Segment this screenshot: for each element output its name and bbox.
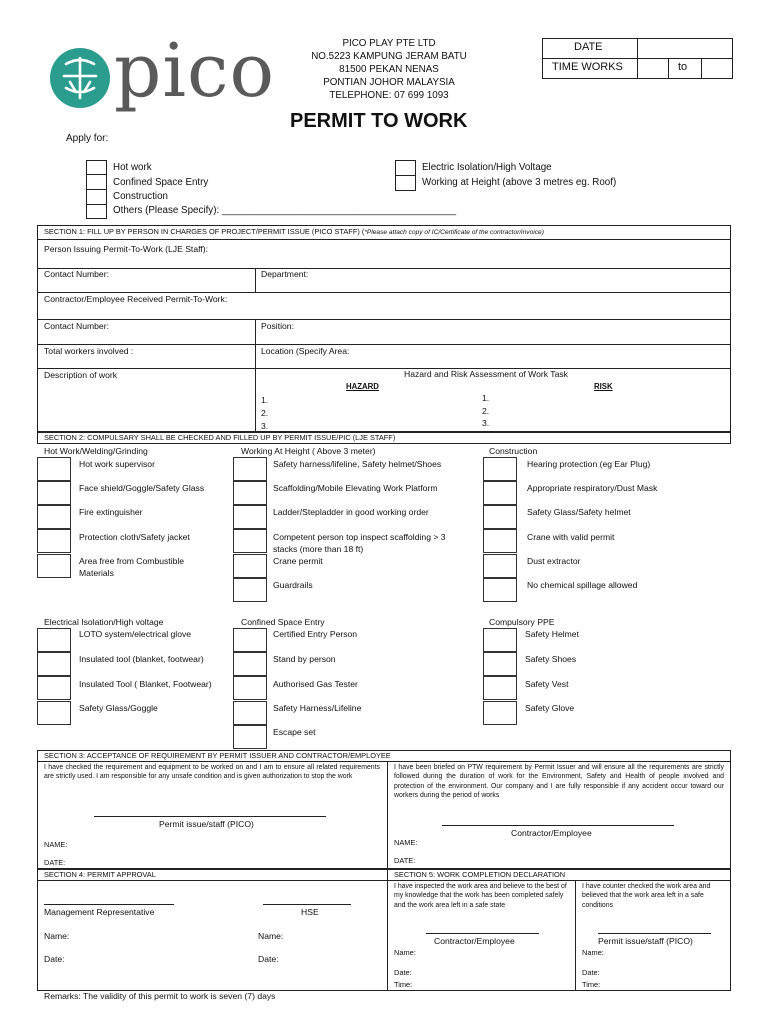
hot-work-title: Hot Work/Welding/Grinding — [44, 446, 148, 456]
confined-item-3: Authorised Gas Tester — [273, 679, 358, 689]
apply-others: Others (Please Specify): ___________________________________________ — [113, 205, 457, 216]
construction-item-2: Appropriate respiratory/Dust Mask — [527, 483, 658, 493]
mgmt-date-label: Date: — [44, 954, 65, 964]
hot-work-item-1: Hot work supervisor — [79, 459, 155, 469]
contractor-label: Contractor/Employee Received Permit-To-Work: — [44, 294, 228, 304]
section-3-right-name: NAME: — [394, 838, 418, 847]
checkbox-guardrails[interactable] — [233, 578, 267, 602]
section-5-right-time: Time: — [582, 980, 601, 989]
checkbox-crane-valid[interactable] — [483, 529, 517, 553]
height-item-3: Ladder/Stepladder in good working order — [273, 507, 429, 517]
date-field[interactable] — [638, 39, 732, 58]
section-5-heading: SECTION 5: WORK COMPLETION DECLARATION — [394, 870, 566, 879]
checkbox-hot-work-supervisor[interactable] — [37, 457, 71, 481]
checkbox-construction[interactable] — [87, 190, 106, 204]
confined-title: Confined Space Entry — [241, 617, 325, 627]
apply-hot-work: Hot work — [113, 162, 152, 173]
mgmt-name-label: Name: — [44, 931, 70, 941]
checkbox-area-free[interactable] — [37, 554, 71, 578]
section-1-heading-note: *Please attach copy of IC/Certificate of the contractor/invoice) — [364, 229, 544, 236]
hazard-label: HAZARD — [346, 382, 379, 391]
height-item-5: Crane permit — [273, 556, 323, 566]
logo-text: pico — [114, 28, 276, 114]
section-5-right-date: Date: — [582, 968, 600, 977]
apply-working-at-height: Working at Height (above 3 metres eg. Roof) — [422, 177, 617, 188]
height-item-1: Safety harness/lifeline, Safety helmet/Shoes — [273, 459, 442, 469]
hse-date-label: Date: — [258, 954, 279, 964]
risk-number-1: 1. — [482, 393, 490, 403]
checkbox-scaffolding[interactable] — [233, 481, 267, 505]
page-title: PERMIT TO WORK — [290, 110, 468, 132]
checkbox-safety-goggle[interactable] — [37, 701, 71, 725]
total-workers-label: Total workers involved : — [44, 346, 134, 356]
construction-item-1: Hearing protection (eg Ear Plug) — [527, 459, 651, 469]
hse-name-label: Name: — [258, 931, 284, 941]
section-3-heading: SECTION 3: ACCEPTANCE OF REQUIREMENT BY PERMIT ISSUER AND CONTRACTOR/EMPLOYEE — [44, 751, 391, 760]
checkbox-confined-space[interactable] — [87, 175, 106, 189]
company-name: PICO PLAY PTE LTD — [342, 38, 436, 49]
construction-item-6: No chemical spillage allowed — [527, 580, 638, 590]
checkbox-insulated-tool-1[interactable] — [37, 652, 71, 676]
checkbox-loto[interactable] — [37, 628, 71, 652]
checkbox-ladder[interactable] — [233, 505, 267, 529]
risk-label: RISK — [594, 382, 613, 391]
ppe-item-1: Safety Helmet — [525, 629, 579, 639]
checkbox-safety-helmet[interactable] — [483, 628, 517, 652]
company-telephone: TELEPHONE: 07 699 1093 — [329, 90, 449, 101]
checkbox-protection-cloth[interactable] — [37, 529, 71, 553]
hot-work-item-2: Face shield/Goggle/Safety Glass — [79, 483, 205, 493]
confined-item-1: Certified Entry Person — [273, 629, 358, 639]
checkbox-fire-extinguisher[interactable] — [37, 505, 71, 529]
apply-confined-space: Confined Space Entry — [113, 177, 209, 188]
section-5-left-date: Date: — [394, 968, 412, 977]
contact-number-label-2: Contact Number: — [44, 321, 109, 331]
position-label: Position: — [261, 321, 294, 331]
electrical-title: Electrical Isolation/High voltage — [44, 617, 164, 627]
electrical-item-4: Safety Glass/Goggle — [79, 703, 158, 713]
checkbox-standby-person[interactable] — [233, 652, 267, 676]
checkbox-certified-entry[interactable] — [233, 628, 267, 652]
contractor-signature-label: Contractor/Employee — [511, 828, 592, 838]
hot-work-item-3: Fire extinguisher — [79, 507, 143, 517]
section-3-contractor-text: I have been briefed on PTW requirement by Permit Issuer and will ensure all the requirements are strictly followed during the duration of work for the Environment, Safety and Health of people involved and protection of the environment. Our company and I are fully responsible if any accident occur toward our workers during the period of works — [394, 764, 724, 799]
section-5-right-name: Name: — [582, 948, 604, 957]
confined-item-5: Escape set — [273, 727, 316, 737]
management-rep-label: Management Representative — [44, 907, 155, 917]
section-3-issuer-text: I have checked the requirement and equipment to be worked on and I am to ensure all related requirements are strictly used. I am responsible for any unsafe condition and is given authorization to stop the work — [44, 764, 380, 781]
section-5-left-text: I have inspected the work area and believe to the best of my knowledge that the work has been completed safely and the work area left in a safe state — [394, 883, 567, 909]
checkbox-safety-glass-helmet[interactable] — [483, 505, 517, 529]
apply-for-label: Apply for: — [66, 133, 109, 144]
hazard-risk-heading: Hazard and Risk Assessment of Work Task — [404, 369, 568, 379]
checkbox-competent-person[interactable] — [233, 529, 267, 553]
hazard-number-2: 2. — [261, 408, 269, 418]
checkbox-working-at-height[interactable] — [396, 176, 415, 190]
company-address-1: NO.5223 KAMPUNG JERAM BATU — [311, 51, 467, 62]
time-works-label: TIME WORKS — [552, 61, 623, 73]
hot-work-item-5b: Materials — [79, 568, 114, 578]
section-3-left-name: NAME: — [44, 840, 68, 849]
hse-label: HSE — [301, 907, 319, 917]
checkbox-safety-glove[interactable] — [483, 701, 517, 725]
company-address-2: 81500 PEKAN NENAS — [339, 64, 439, 75]
section-5-right-text: I have counter checked the work area and believed that the work area left in a safe conditions — [582, 883, 711, 909]
contact-number-label-1: Contact Number: — [44, 269, 109, 279]
checkbox-hearing-protection[interactable] — [483, 457, 517, 481]
construction-item-4: Crane with valid permit — [527, 532, 615, 542]
department-label: Department: — [261, 269, 309, 279]
ppe-title: Compulsory PPE — [489, 617, 555, 627]
construction-item-5: Dust extractor — [527, 556, 581, 566]
location-label: Location (Specify Area: — [261, 346, 350, 356]
checkbox-safety-harness[interactable] — [233, 457, 267, 481]
company-info — [296, 37, 482, 102]
time-to-field[interactable] — [702, 59, 732, 78]
section-1-heading — [44, 227, 544, 237]
checkbox-face-shield[interactable] — [37, 481, 71, 505]
company-address-3: PONTIAN JOHOR MALAYSIA — [323, 77, 455, 88]
hot-work-item-4: Protection cloth/Safety jacket — [79, 532, 190, 542]
remarks: Remarks: The validity of this permit to work is seven (7) days — [44, 991, 276, 1001]
checkbox-safety-shoes[interactable] — [483, 652, 517, 676]
risk-number-3: 3. — [482, 418, 490, 428]
checkbox-harness-lifeline[interactable] — [233, 701, 267, 725]
hot-work-item-5: Area free from Combustible — [79, 556, 185, 566]
hazard-number-1: 1. — [261, 395, 269, 405]
electrical-item-3: Insulated Tool ( Blanket, Footwear) — [79, 679, 212, 689]
to-label: to — [678, 61, 688, 73]
confined-item-4: Safety Harness/Lifeline — [273, 703, 362, 713]
checkbox-respiratory[interactable] — [483, 481, 517, 505]
checkbox-others[interactable] — [87, 205, 106, 218]
working-height-title: Working At Height ( Above 3 meter) — [241, 446, 376, 456]
description-label: Description of work — [44, 370, 118, 380]
section-2-heading: SECTION 2: COMPULSARY SHALL BE CHECKED AND FILLED UP BY PERMIT ISSUE/PIC (LJE STAFF) — [44, 433, 396, 442]
checkbox-dust-extractor[interactable] — [483, 554, 517, 578]
issuing-person-label: Person Issuing Permit-To-Work (LJE Staff): — [44, 244, 208, 254]
checkbox-gas-tester[interactable] — [233, 676, 267, 700]
issuing-person-field[interactable] — [250, 241, 728, 267]
height-item-6: Guardrails — [273, 580, 313, 590]
ppe-item-2: Safety Shoes — [525, 654, 577, 664]
apply-electric-isolation: Electric Isolation/High Voltage — [422, 162, 552, 173]
section-5-left-name: Name: — [394, 948, 416, 957]
section-3-left-date: DATE: — [44, 858, 66, 867]
ppe-item-3: Safety Vest — [525, 679, 569, 689]
checkbox-electric-isolation[interactable] — [396, 161, 415, 174]
checkbox-crane-permit[interactable] — [233, 554, 267, 578]
section-1-heading-main: SECTION 1: FILL UP BY PERSON IN CHARGES OF PROJECT/PERMIT ISSUE (PICO STAFF) ( — [44, 227, 365, 236]
section-5-contractor-label: Contractor/Employee — [434, 936, 515, 946]
checkbox-insulated-tool-2[interactable] — [37, 676, 71, 700]
date-label: DATE — [574, 41, 603, 53]
construction-item-3: Safety Glass/Safety helmet — [527, 507, 631, 517]
electrical-item-1: LOTO system/electrical glove — [79, 629, 192, 639]
checkbox-no-chemical[interactable] — [483, 578, 517, 602]
section-5-left-time: Time: — [394, 980, 413, 989]
height-item-4: Competent person top inspect scaffolding > 3 — [273, 532, 446, 542]
construction-title: Construction — [489, 446, 538, 456]
height-item-4b: stacks (more than 18 ft) — [273, 544, 364, 554]
time-from-field[interactable] — [638, 59, 668, 78]
risk-number-2: 2. — [482, 406, 490, 416]
checkbox-escape-set[interactable] — [233, 725, 267, 749]
hazard-number-3: 3. — [261, 421, 269, 431]
checkbox-safety-vest[interactable] — [483, 676, 517, 700]
height-item-2: Scaffolding/Mobile Elevating Work Platform — [273, 483, 438, 493]
section-5-permit-label: Permit issue/staff (PICO) — [598, 936, 693, 946]
checkbox-hot-work[interactable] — [87, 161, 106, 174]
company-logo — [36, 28, 286, 124]
ppe-item-4: Safety Glove — [525, 703, 575, 713]
section-3-right-date: DATE: — [394, 856, 416, 865]
section-4-heading: SECTION 4: PERMIT APPROVAL — [44, 870, 156, 879]
electrical-item-2: Insulated tool (blanket, footwear) — [79, 654, 204, 664]
confined-item-2: Stand by person — [273, 654, 336, 664]
apply-construction: Construction — [113, 191, 168, 202]
issuer-signature-label: Permit issue/staff (PICO) — [159, 819, 254, 829]
